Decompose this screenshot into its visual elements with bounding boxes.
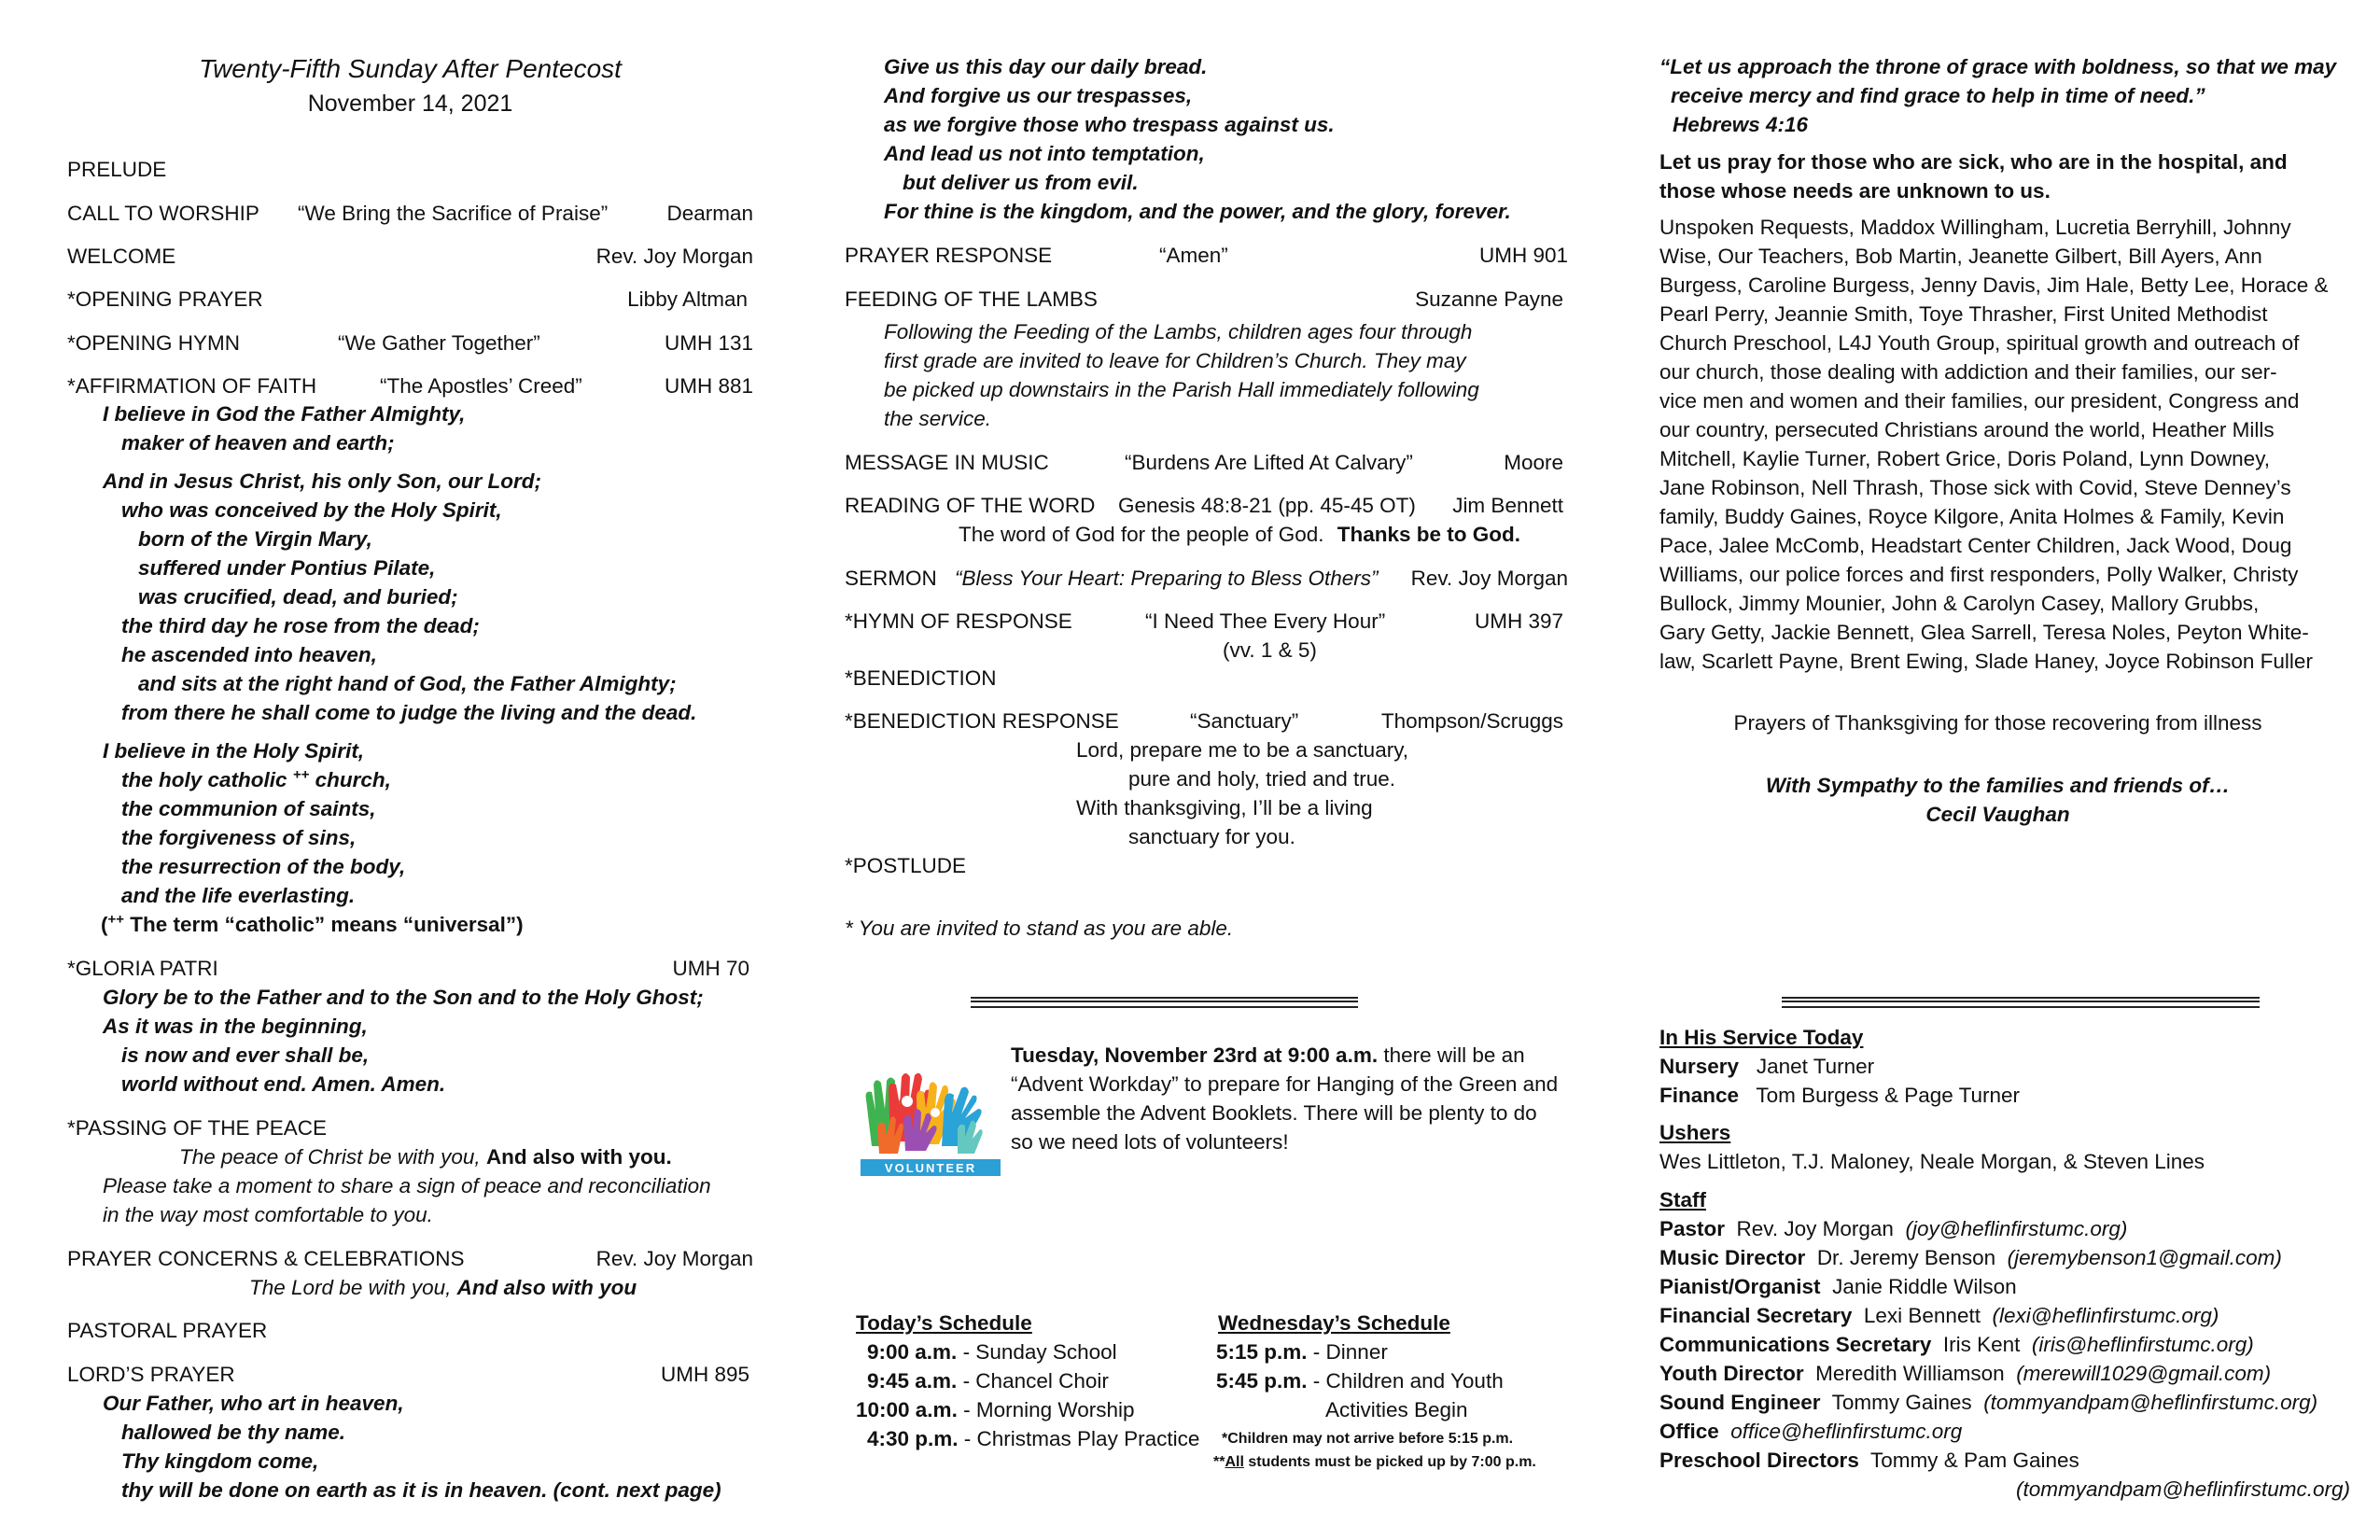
advent-workday-notice xyxy=(1011,1041,1561,1156)
service-heading: In His Service Today xyxy=(1659,1026,1864,1049)
scripture-verse: “Let us approach the throne of grace with boldness, so that we may xyxy=(1659,55,2337,78)
staff-name: Rev. Joy Morgan xyxy=(1736,1217,1894,1240)
prayer-list-line: our church, those dealing with addiction and their families, our ser- xyxy=(1659,360,2277,384)
finance-value: Tom Burgess & Page Turner xyxy=(1756,1084,2021,1107)
prayer-list-line: Burgess, Caroline Burgess, Jenny Davis, Jim Hale, Betty Lee, Horace & xyxy=(1659,273,2329,297)
schedule-item xyxy=(856,1395,1134,1424)
reading-response: Thanks be to God. xyxy=(1337,523,1521,546)
schedule-item: Activities Begin xyxy=(1325,1398,1468,1421)
prayer-list-line: Church Preschool, L4J Youth Group, spiritual growth and outreach of xyxy=(1659,331,2300,355)
staff-name: Dr. Jeremy Benson xyxy=(1816,1246,1996,1269)
staff-row xyxy=(1659,1214,2127,1243)
prayer-list-line: family, Buddy Gaines, Royce Kilgore, Anita Holmes & Family, Kevin xyxy=(1659,505,2285,528)
creed-line: he ascended into heaven, xyxy=(121,643,377,666)
schedule-time: 5:15 p.m. xyxy=(1216,1340,1308,1364)
footnote-mark: ++ xyxy=(107,911,125,928)
sermon-row xyxy=(845,564,1568,593)
footnote-text: The term “catholic” means “universal”) xyxy=(130,913,524,936)
feeding-credit: Suzanne Payne xyxy=(1415,287,1563,311)
lords-prayer-row xyxy=(67,1360,753,1389)
lords-prayer-credit: UMH 895 xyxy=(660,1363,749,1386)
welcome-label: WELCOME xyxy=(67,245,176,268)
staff-role: Office xyxy=(1659,1420,1719,1443)
postlude-label: *POSTLUDE xyxy=(845,854,967,877)
staff-email: office@heflinfirstumc.org xyxy=(1730,1420,1963,1443)
creed-text: church, xyxy=(315,768,391,791)
staff-role: Preschool Directors xyxy=(1659,1449,1859,1472)
reading-litany xyxy=(959,520,1520,549)
schedule-time: 4:30 p.m. xyxy=(867,1427,959,1450)
sanctuary-line: pure and holy, tried and true. xyxy=(1128,767,1396,791)
schedule-item xyxy=(867,1424,1199,1453)
finance-label: Finance xyxy=(1659,1084,1740,1107)
creed-line: born of the Virgin Mary, xyxy=(138,527,372,551)
volunteer-logo-text: VOLUNTEER xyxy=(884,1161,977,1175)
feeding-note: the service. xyxy=(884,407,992,430)
gloria-line: is now and ever shall be, xyxy=(121,1043,370,1067)
creed-line: And in Jesus Christ, his only Son, our Lord; xyxy=(103,469,542,493)
concerns-lead: The Lord be with you, xyxy=(249,1276,452,1299)
lords-prayer-cont: And lead us not into temptation, xyxy=(884,142,1205,165)
concerns-litany xyxy=(249,1273,637,1302)
staff-role: Financial Secretary xyxy=(1659,1304,1853,1327)
page-title: Twenty-Fifth Sunday After Pentecost xyxy=(199,54,622,83)
scripture-verse: receive mercy and find grace to help in time of need.” xyxy=(1671,84,2205,107)
staff-name: Janie Riddle Wilson xyxy=(1832,1275,2017,1298)
prayer-list-line: Pearl Perry, Jeannie Smith, Toye Thrasher, First United Methodist xyxy=(1659,302,2268,326)
staff-role: Communications Secretary xyxy=(1659,1333,1932,1356)
feeding-note: Following the Feeding of the Lambs, children ages four through xyxy=(884,320,1473,343)
hymn-response-row xyxy=(845,607,1563,636)
staff-email: (lexi@heflinfirstumc.org) xyxy=(1992,1304,2219,1327)
lords-prayer-line: hallowed be thy name. xyxy=(121,1421,346,1444)
schedule-item xyxy=(1216,1366,1504,1395)
feeding-row xyxy=(845,285,1563,314)
staff-role: Pastor xyxy=(1659,1217,1726,1240)
prayer-list-line: Williams, our police forces and first responders, Polly Walker, Christy xyxy=(1659,563,2299,586)
call-to-worship-title: “We Bring the Sacrifice of Praise” xyxy=(298,202,609,225)
lords-prayer-line: thy will be done on earth as it is in heaven. (cont. next page) xyxy=(121,1478,721,1502)
benediction-response-label: *BENEDICTION RESPONSE xyxy=(845,709,1119,733)
note-text: students must be picked up by 7:00 p.m. xyxy=(1243,1454,1536,1470)
schedule-item xyxy=(867,1337,1117,1366)
creed-line: I believe in the Holy Spirit, xyxy=(103,739,365,763)
prayer-list-line: our country, persecuted Christians around the world, Heather Mills xyxy=(1659,418,2275,441)
schedule-item xyxy=(867,1366,1109,1395)
wednesday-note xyxy=(1213,1452,1536,1473)
message-music-credit: Moore xyxy=(1504,451,1563,474)
affirmation-label: *AFFIRMATION OF FAITH xyxy=(67,374,317,398)
schedule-event: - Morning Worship xyxy=(957,1398,1135,1421)
schedule-time: 10:00 a.m. xyxy=(856,1398,958,1421)
gloria-line: As it was in the beginning, xyxy=(103,1015,368,1038)
lords-prayer-line: Thy kingdom come, xyxy=(121,1449,319,1473)
scripture-reference: Hebrews 4:16 xyxy=(1673,113,1809,136)
staff-name: Lexi Bennett xyxy=(1863,1304,1981,1327)
section-divider xyxy=(971,997,1358,1008)
creed-text: the holy catholic xyxy=(121,768,287,791)
peace-litany xyxy=(179,1142,672,1171)
lords-prayer-cont: as we forgive those who trespass against us. xyxy=(884,113,1335,136)
lords-prayer-cont: And forgive us our trespasses, xyxy=(884,84,1193,107)
gloria-credit: UMH 70 xyxy=(672,957,749,980)
staff-email: (iris@heflinfirstumc.org) xyxy=(2031,1333,2254,1356)
staff-role: Music Director xyxy=(1659,1246,1806,1269)
pastoral-prayer-label: PASTORAL PRAYER xyxy=(67,1319,268,1342)
creed-line: I believe in God the Father Almighty, xyxy=(103,402,466,426)
hymn-response-label: *HYMN OF RESPONSE xyxy=(845,609,1072,633)
prayer-list-line: Pace, Jalee McComb, Headstart Center Children, Jack Wood, Doug xyxy=(1659,534,2292,557)
sanctuary-line: Lord, prepare me to be a sanctuary, xyxy=(1076,738,1409,762)
footnote-paren: ( xyxy=(101,913,108,936)
staff-email: (merewill1029@gmail.com) xyxy=(2016,1362,2272,1385)
hymn-response-credit: UMH 397 xyxy=(1474,609,1563,633)
sanctuary-line: sanctuary for you. xyxy=(1128,825,1295,848)
benediction-label: *BENEDICTION xyxy=(845,666,997,690)
feeding-label: FEEDING OF THE LAMBS xyxy=(845,287,1098,311)
concerns-row xyxy=(67,1244,753,1273)
lords-prayer-line: Our Father, who art in heaven, xyxy=(103,1392,404,1415)
affirmation-credit: UMH 881 xyxy=(664,374,753,398)
lords-prayer-cont: For thine is the kingdom, and the power, and the glory, forever. xyxy=(884,200,1511,223)
creed-line: who was conceived by the Holy Spirit, xyxy=(121,498,502,522)
gloria-line: Glory be to the Father and to the Son and to the Holy Ghost; xyxy=(103,986,704,1009)
reading-credit: Jim Bennett xyxy=(1452,494,1563,517)
lords-prayer-label: LORD’S PRAYER xyxy=(67,1363,235,1386)
schedule-event: - Sunday School xyxy=(957,1340,1117,1364)
today-schedule-heading: Today’s Schedule xyxy=(856,1311,1032,1335)
peace-note: Please take a moment to share a sign of peace and reconciliation xyxy=(103,1174,711,1197)
staff-email: (tommyandpam@heflinfirstumc.org) xyxy=(1983,1391,2318,1414)
creed-line: maker of heaven and earth; xyxy=(121,431,395,455)
service-date: November 14, 2021 xyxy=(307,91,513,117)
prayer-response-title: “Amen” xyxy=(1159,244,1228,267)
peace-lead: The peace of Christ be with you, xyxy=(179,1145,481,1169)
staff-name: Tommy & Pam Gaines xyxy=(1869,1449,2079,1472)
prayer-response-label: PRAYER RESPONSE xyxy=(845,244,1053,267)
prayer-list-line: law, Scarlett Payne, Brent Ewing, Slade Haney, Joyce Robinson Fuller xyxy=(1659,650,2313,673)
peace-note: in the way most comfortable to you. xyxy=(103,1203,433,1226)
hymn-response-title: “I Need Thee Every Hour” xyxy=(1145,609,1386,633)
benediction-response-row xyxy=(845,707,1563,735)
creed-line: and the life everlasting. xyxy=(121,884,356,907)
opening-prayer-credit: Libby Altman xyxy=(627,287,748,311)
prayer-list-line: Unspoken Requests, Maddox Willingham, Lucretia Berryhill, Johnny xyxy=(1659,216,2291,239)
affirmation-title: “The Apostles’ Creed” xyxy=(380,374,582,398)
message-music-title: “Burdens Are Lifted At Calvary” xyxy=(1125,451,1413,474)
staff-row xyxy=(1659,1330,2254,1359)
staff-role: Youth Director xyxy=(1659,1362,1804,1385)
prelude-label: PRELUDE xyxy=(67,158,167,181)
hymn-verses: (vv. 1 & 5) xyxy=(1223,638,1317,662)
concerns-credit: Rev. Joy Morgan xyxy=(595,1247,753,1270)
benediction-response-title: “Sanctuary” xyxy=(1190,709,1299,733)
staff-row xyxy=(1659,1272,2017,1301)
passing-peace-label: *PASSING OF THE PEACE xyxy=(67,1116,327,1140)
creed-footnote xyxy=(101,910,524,939)
staff-heading: Staff xyxy=(1659,1188,1706,1211)
staff-row xyxy=(1659,1388,2317,1417)
staff-role: Sound Engineer xyxy=(1659,1391,1821,1414)
call-to-worship-credit: Dearman xyxy=(666,202,753,225)
opening-hymn-row xyxy=(67,329,753,357)
feeding-note: first grade are invited to leave for Children’s Church. They may xyxy=(884,349,1466,372)
peace-response: And also with you. xyxy=(485,1145,672,1169)
sermon-title: “Bless Your Heart: Preparing to Bless Others” xyxy=(955,567,1379,590)
call-to-worship-row xyxy=(67,199,753,228)
note-all: All xyxy=(1225,1454,1244,1470)
staff-row xyxy=(1659,1359,2271,1388)
finance-row xyxy=(1659,1081,2020,1110)
preschool-email: (tommyandpam@heflinfirstumc.org) xyxy=(2016,1477,2350,1501)
opening-prayer-row xyxy=(67,285,753,314)
staff-name: Meredith Williamson xyxy=(1815,1362,2005,1385)
sanctuary-line: With thanksgiving, I’ll be a living xyxy=(1076,796,1373,819)
staff-email: (joy@heflinfirstumc.org) xyxy=(1905,1217,2128,1240)
sermon-label: SERMON xyxy=(845,567,937,590)
prayer-response-row xyxy=(845,241,1568,270)
schedule-event: - Dinner xyxy=(1307,1340,1388,1364)
reading-row xyxy=(845,491,1563,520)
wednesday-note: *Children may not arrive before 5:15 p.m. xyxy=(1222,1431,1514,1447)
gloria-label: *GLORIA PATRI xyxy=(67,957,218,980)
creed-line: the communion of saints, xyxy=(121,797,376,820)
concerns-label: PRAYER CONCERNS & CELEBRATIONS xyxy=(67,1247,465,1270)
call-to-worship-label: CALL TO WORSHIP xyxy=(67,202,259,225)
volunteer-hands-icon xyxy=(853,1043,1007,1176)
advent-date: Tuesday, November 23rd at 9:00 a.m. xyxy=(1011,1043,1379,1067)
schedule-event: - Chancel Choir xyxy=(957,1369,1109,1393)
staff-name: Tommy Gaines xyxy=(1831,1391,1972,1414)
thanksgiving-line: Prayers of Thanksgiving for those recovering from illness xyxy=(1733,711,2262,735)
wednesday-schedule-heading: Wednesday’s Schedule xyxy=(1218,1311,1450,1335)
opening-prayer-label: *OPENING PRAYER xyxy=(67,287,263,311)
reading-lead: The word of God for the people of God. xyxy=(959,523,1324,546)
reading-title: Genesis 48:8-21 (pp. 45-45 OT) xyxy=(1118,494,1416,517)
nursery-value: Janet Turner xyxy=(1756,1055,1875,1078)
gloria-row xyxy=(67,954,753,983)
note-mark: ** xyxy=(1213,1454,1225,1470)
staff-row xyxy=(1659,1301,2219,1330)
creed-line: was crucified, dead, and buried; xyxy=(138,585,458,609)
message-music-row xyxy=(845,448,1563,477)
reading-label: READING OF THE WORD xyxy=(845,494,1096,517)
creed-line xyxy=(121,765,391,794)
stand-note: * You are invited to stand as you are able. xyxy=(845,917,1234,940)
schedule-event: - Christmas Play Practice xyxy=(958,1427,1200,1450)
message-music-label: MESSAGE IN MUSIC xyxy=(845,451,1049,474)
feeding-note: be picked up downstairs in the Parish Hall immediately following xyxy=(884,378,1479,401)
schedule-time: 5:45 p.m. xyxy=(1216,1369,1308,1393)
creed-line: the third day he rose from the dead; xyxy=(121,614,480,637)
sympathy-line: With Sympathy to the families and friends of… xyxy=(1765,774,2231,797)
benediction-response-credit: Thompson/Scruggs xyxy=(1380,709,1563,733)
staff-row xyxy=(1659,1417,1962,1446)
section-divider xyxy=(1782,997,2260,1008)
staff-row xyxy=(1659,1243,2282,1272)
prayer-list-line: Bullock, Jimmy Mounier, John & Carolyn Casey, Mallory Grubbs, xyxy=(1659,592,2260,615)
welcome-credit: Rev. Joy Morgan xyxy=(595,245,753,268)
creed-line: suffered under Pontius Pilate, xyxy=(138,556,436,580)
affirmation-row xyxy=(67,371,753,400)
staff-row xyxy=(1659,1446,2079,1475)
schedule-event: - Children and Youth xyxy=(1307,1369,1504,1393)
creed-line: the forgiveness of sins, xyxy=(121,826,357,849)
lords-prayer-cont: Give us this day our daily bread. xyxy=(884,55,1208,78)
sermon-credit: Rev. Joy Morgan xyxy=(1410,567,1568,590)
prayer-list-line: Jane Robinson, Nell Thrash, Those sick with Covid, Steve Denney’s xyxy=(1659,476,2291,499)
prayer-list-line: Wise, Our Teachers, Bob Martin, Jeanette Gilbert, Bill Ayers, Ann xyxy=(1659,245,2262,268)
ushers-heading: Ushers xyxy=(1659,1121,1731,1144)
prayer-list-line: Gary Getty, Jackie Bennett, Glea Sarrell, Teresa Noles, Peyton White- xyxy=(1659,621,2309,644)
creed-line: the resurrection of the body, xyxy=(121,855,406,878)
nursery-row xyxy=(1659,1052,1874,1081)
ushers-list: Wes Littleton, T.J. Maloney, Neale Morgan, & Steven Lines xyxy=(1659,1150,2205,1173)
creed-line: and sits at the right hand of God, the Father Almighty; xyxy=(138,672,677,695)
creed-line: from there he shall come to judge the living and the dead. xyxy=(121,701,697,724)
schedule-time: 9:45 a.m. xyxy=(867,1369,958,1393)
schedule-time: 9:00 a.m. xyxy=(867,1340,958,1364)
catholic-footnote-mark: ++ xyxy=(292,766,310,783)
welcome-row xyxy=(67,242,753,271)
schedule-item xyxy=(1216,1337,1388,1366)
gloria-line: world without end. Amen. Amen. xyxy=(121,1072,446,1096)
advent-text: there will be an “Advent Workday” to prepare for Hanging of the Green and assemble the Advent Booklets. There will be plenty to do so we need lots of volunteers! xyxy=(1011,1043,1559,1154)
staff-role: Pianist/Organist xyxy=(1659,1275,1821,1298)
lords-prayer-cont: but deliver us from evil. xyxy=(903,171,1139,194)
opening-hymn-title: “We Gather Together” xyxy=(338,331,540,355)
prayer-response-credit: UMH 901 xyxy=(1478,244,1568,267)
concerns-response: And also with you xyxy=(456,1276,637,1299)
prayer-heading: Let us pray for those who are sick, who are in the hospital, and those whose needs are unknown to us. xyxy=(1659,150,2288,203)
staff-email: (jeremybenson1@gmail.com) xyxy=(2007,1246,2282,1269)
nursery-label: Nursery xyxy=(1659,1055,1740,1078)
sympathy-name: Cecil Vaughan xyxy=(1925,803,2070,826)
opening-hymn-credit: UMH 131 xyxy=(664,331,753,355)
opening-hymn-label: *OPENING HYMN xyxy=(67,331,241,355)
staff-name: Iris Kent xyxy=(1942,1333,2021,1356)
prayer-list-line: Mitchell, Kaylie Turner, Robert Grice, Doris Poland, Lynn Downey, xyxy=(1659,447,2271,470)
prayer-list-line: vice men and women and their families, our president, Congress and xyxy=(1659,389,2300,413)
